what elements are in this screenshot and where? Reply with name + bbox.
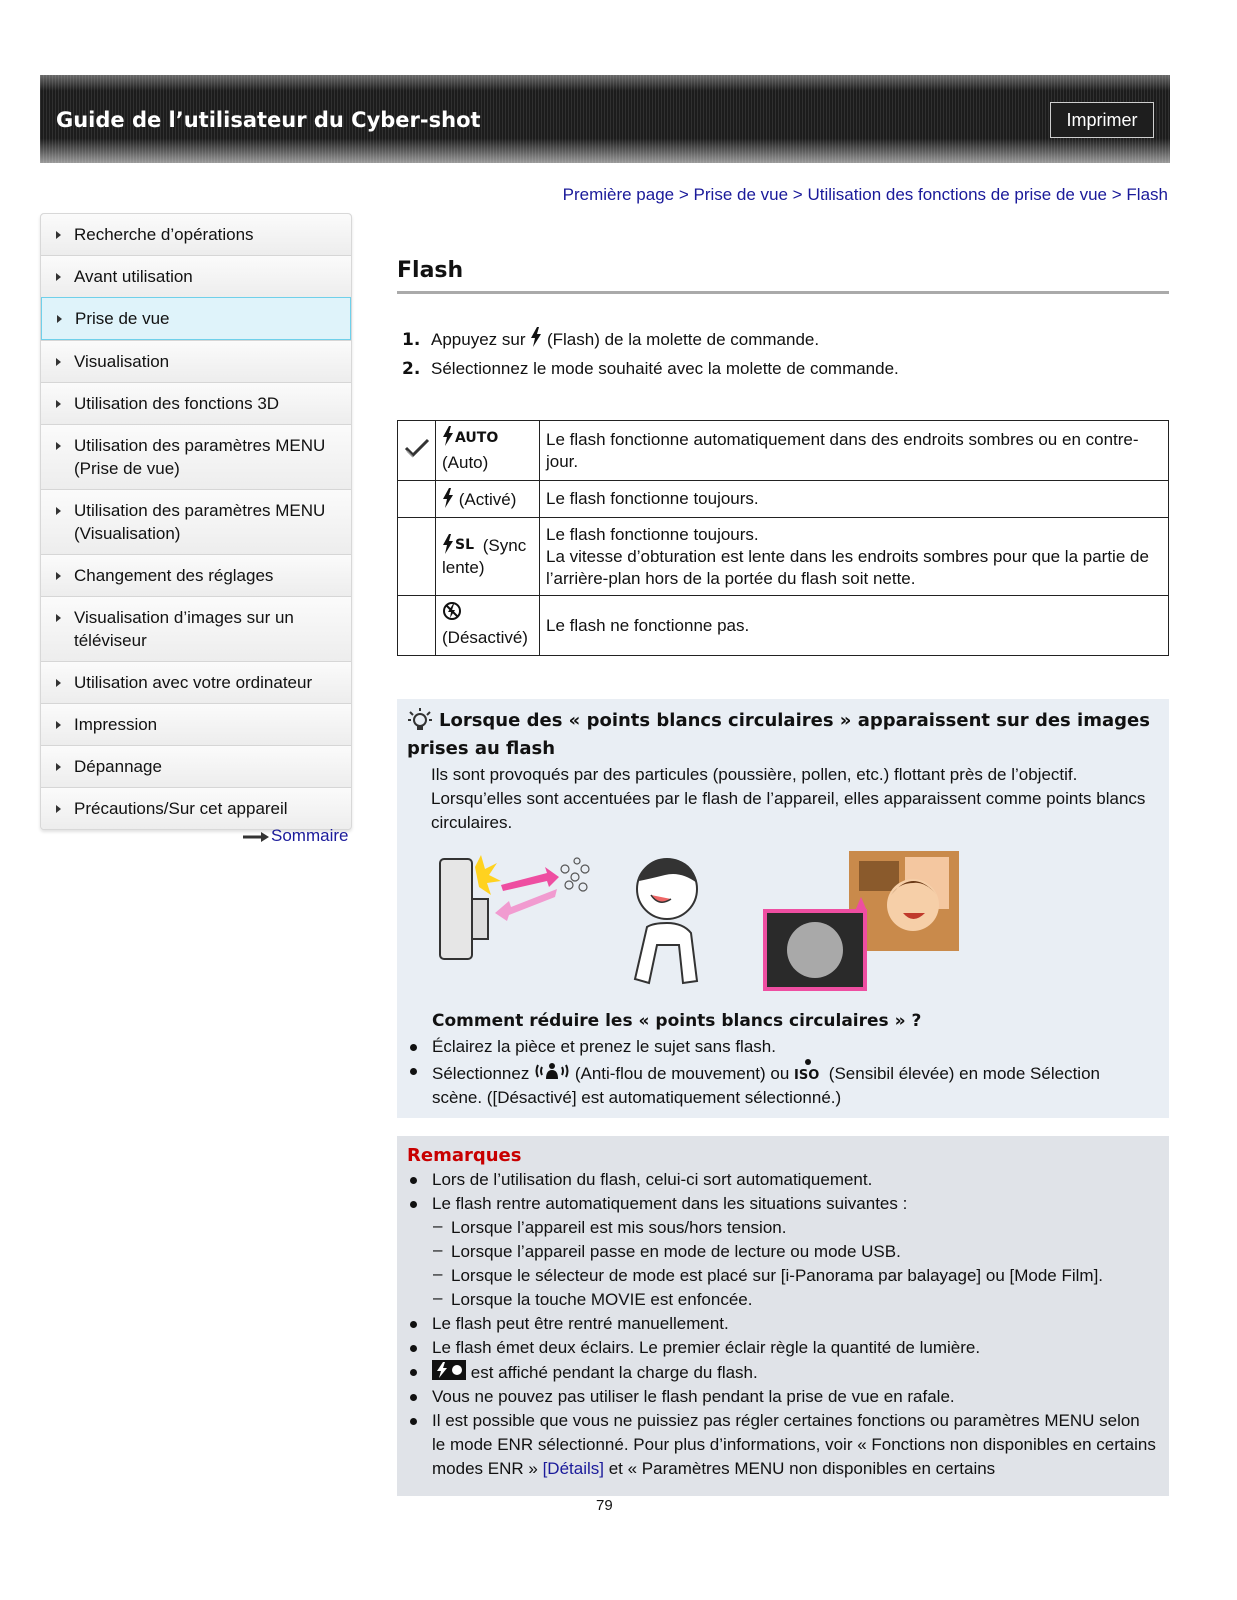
arrow-right-icon bbox=[56, 231, 61, 239]
remarks-list bbox=[407, 1168, 1157, 1481]
sidebar-item-fonctions-3d[interactable] bbox=[41, 382, 351, 424]
step-number: 2. bbox=[402, 359, 421, 379]
sidebar-item-label: Visualisation d’images sur un téléviseur bbox=[74, 608, 294, 650]
list-item: – Lorsque la touche MOVIE est enfoncée. bbox=[407, 1288, 1157, 1312]
flash-icon bbox=[530, 327, 542, 347]
list-item: Le flash émet deux éclairs. Le premier éclair règle la quantité de lumière. bbox=[407, 1336, 1157, 1360]
sidebar-item-label: Précautions/Sur cet appareil bbox=[74, 799, 288, 818]
mode-icon-cell bbox=[436, 481, 540, 518]
hint-box bbox=[397, 699, 1169, 1118]
arrow-right-icon bbox=[56, 721, 61, 729]
sidebar-item-label: Dépannage bbox=[74, 757, 162, 776]
checkmark-icon bbox=[404, 437, 430, 459]
hint-subtitle: Comment réduire les « points blancs circulaires » ? bbox=[432, 1011, 922, 1031]
sidebar-item-precautions[interactable] bbox=[41, 787, 351, 829]
arrow-right-icon bbox=[56, 273, 61, 281]
anti-motion-blur-icon bbox=[534, 1061, 570, 1081]
flash-slow-sync-icon bbox=[442, 534, 478, 554]
mode-icon-cell bbox=[436, 518, 540, 596]
breadcrumb bbox=[563, 185, 1168, 205]
hint-text: Ils sont provoqués par des particules (poussière, pollen, etc.) flottant près de l’objectif. Lorsqu’elles sont accentuées par le flash de l’appareil, elles apparaissent comme points blancs circulaires. bbox=[431, 765, 1146, 832]
arrow-right-icon bbox=[56, 614, 61, 622]
print-button[interactable]: Imprimer bbox=[1050, 102, 1154, 138]
mode-label: (Sync lente) bbox=[442, 536, 527, 577]
list-item bbox=[407, 1059, 1147, 1110]
check-cell bbox=[398, 421, 436, 481]
mode-description-line: Le flash fonctionne toujours. bbox=[546, 524, 759, 544]
flash-charging-icon bbox=[432, 1360, 466, 1380]
mode-label: (Auto) bbox=[442, 453, 489, 472]
sidebar-item-recherche[interactable] bbox=[41, 214, 351, 255]
arrow-right-icon bbox=[56, 679, 61, 687]
mode-label: (Activé) bbox=[458, 489, 517, 509]
breadcrumb-home-link[interactable]: Première page bbox=[562, 185, 675, 204]
mode-label: (Désactivé) bbox=[442, 628, 528, 647]
list-item-text: est affiché pendant la charge du flash. bbox=[470, 1363, 758, 1382]
sidebar-item-menu-prise-de-vue[interactable] bbox=[41, 424, 351, 489]
breadcrumb-separator: > bbox=[678, 185, 689, 204]
hint-title-text: Lorsque des « points blancs circulaires » apparaissent sur des images prises au flash bbox=[407, 710, 1150, 759]
sidebar-item-avant-utilisation[interactable] bbox=[41, 255, 351, 297]
step-text: Sélectionnez le mode souhaité avec la molette de commande. bbox=[431, 359, 899, 378]
remarks-title: Remarques bbox=[407, 1145, 522, 1166]
sidebar-item-label: Utilisation des fonctions 3D bbox=[74, 394, 280, 413]
arrow-right-icon bbox=[56, 572, 61, 580]
breadcrumb-separator: > bbox=[1111, 185, 1122, 204]
sommaire-label: Sommaire bbox=[271, 826, 349, 845]
page-title: Flash bbox=[397, 258, 1169, 294]
step-number: 1. bbox=[402, 330, 421, 350]
sidebar-item-label: Utilisation des paramètres MENU (Prise de vue) bbox=[74, 436, 326, 478]
table-row bbox=[398, 596, 1169, 656]
mode-description: Le flash ne fonctionne pas. bbox=[540, 596, 1169, 656]
sidebar-item-label: Impression bbox=[74, 715, 158, 734]
arrow-right-icon bbox=[57, 315, 62, 323]
breadcrumb-separator: > bbox=[792, 185, 803, 204]
table-row bbox=[398, 481, 1169, 518]
check-cell bbox=[398, 481, 436, 518]
step-1 bbox=[402, 327, 1162, 357]
breadcrumb-current[interactable]: Flash bbox=[1126, 185, 1168, 204]
list-item-text: Sélectionnez bbox=[432, 1064, 530, 1083]
arrow-right-icon bbox=[56, 507, 61, 515]
list-item bbox=[407, 1409, 1157, 1481]
sidebar-item-ordinateur[interactable] bbox=[41, 661, 351, 703]
mode-description: Le flash fonctionne toujours. bbox=[540, 481, 1169, 518]
list-item: – Lorsque l’appareil passe en mode de lecture ou mode USB. bbox=[407, 1240, 1157, 1264]
list-item-text: (Sensibil élevée) en mode Sélection scène. ([Désactivé] est automatiquement sélectionné.) bbox=[432, 1064, 1100, 1107]
iso-icon-text: ISO bbox=[794, 1068, 820, 1083]
arrow-right-icon bbox=[56, 805, 61, 813]
arrow-right-icon bbox=[56, 442, 61, 450]
step-text: Appuyez sur bbox=[431, 330, 526, 349]
list-item: Le flash peut être rentré manuellement. bbox=[407, 1312, 1157, 1336]
list-item bbox=[407, 1360, 1157, 1385]
sidebar-item-label: Prise de vue bbox=[75, 309, 170, 328]
list-item-text: (Anti-flou de mouvement) ou bbox=[574, 1064, 790, 1083]
flash-auto-icon bbox=[442, 426, 499, 446]
mode-description: Le flash fonctionne automatiquement dans des endroits sombres ou en contre-jour. bbox=[540, 421, 1169, 481]
flash-modes-table bbox=[397, 420, 1169, 656]
sidebar-item-depannage[interactable] bbox=[41, 745, 351, 787]
hint-title bbox=[407, 707, 1159, 763]
flash-slow-sync-icon-text: SL bbox=[455, 537, 475, 553]
sidebar-item-reglages[interactable] bbox=[41, 554, 351, 596]
sidebar-item-label: Utilisation avec votre ordinateur bbox=[74, 673, 313, 692]
list-item: Éclairez la pièce et prenez le sujet sans flash. bbox=[407, 1035, 1147, 1059]
hint-list bbox=[407, 1035, 1147, 1110]
check-cell bbox=[398, 518, 436, 596]
sidebar-item-label: Recherche d’opérations bbox=[74, 225, 254, 244]
mode-description bbox=[540, 518, 1169, 596]
list-item: – Lorsque le sélecteur de mode est placé sur [i-Panorama par balayage] ou [Mode Film]. bbox=[407, 1264, 1157, 1288]
list-item: Le flash rentre automatiquement dans les situations suivantes : bbox=[407, 1192, 1157, 1216]
table-row bbox=[398, 518, 1169, 596]
arrow-right-icon bbox=[56, 358, 61, 366]
step-text: (Flash) de la molette de commande. bbox=[546, 330, 820, 349]
guide-title: Guide de l’utilisateur du Cyber-shot bbox=[56, 108, 481, 132]
table-row bbox=[398, 421, 1169, 481]
step-2 bbox=[402, 357, 1162, 387]
flash-auto-icon-text: AUTO bbox=[455, 430, 499, 446]
breadcrumb-functions-link[interactable]: Utilisation des fonctions de prise de vue bbox=[807, 185, 1108, 204]
flash-on-icon bbox=[442, 488, 454, 508]
sidebar-item-visualisation[interactable] bbox=[41, 340, 351, 382]
sommaire-link[interactable] bbox=[243, 826, 348, 846]
list-item: Lors de l’utilisation du flash, celui-ci sort automatiquement. bbox=[407, 1168, 1157, 1192]
sidebar-item-menu-visualisation[interactable] bbox=[41, 489, 351, 554]
arrow-right-icon bbox=[56, 763, 61, 771]
sidebar-nav bbox=[40, 213, 352, 830]
list-item-text: et « Paramètres MENU non disponibles en certains bbox=[608, 1459, 996, 1478]
arrow-right-icon bbox=[56, 400, 61, 408]
sidebar-item-impression[interactable] bbox=[41, 703, 351, 745]
sidebar-item-prise-de-vue[interactable] bbox=[41, 297, 351, 340]
arrow-right-icon bbox=[243, 832, 269, 842]
steps-list bbox=[402, 327, 1162, 387]
flash-off-icon bbox=[442, 601, 462, 621]
page-header bbox=[40, 75, 1170, 163]
sidebar-item-label: Visualisation bbox=[74, 352, 170, 371]
list-item-text: Il est possible que vous ne puissiez pas régler certaines fonctions ou paramètres MENU selon le mode ENR sélectionné. Pour plus d’informations, voir « Fonctions non disponibles en certains modes ENR » bbox=[432, 1411, 1156, 1478]
high-sensitivity-iso-icon bbox=[794, 1059, 824, 1081]
mode-description-line: La vitesse d’obturation est lente dans les endroits sombres pour que la partie de l’arrière-plan hors de la portée du flash soit nette. bbox=[546, 546, 1149, 588]
mode-icon-cell bbox=[436, 421, 540, 481]
list-item: – Lorsque l’appareil est mis sous/hors tension. bbox=[407, 1216, 1157, 1240]
sidebar-item-label: Utilisation des paramètres MENU (Visualisation) bbox=[74, 501, 326, 543]
mode-icon-cell bbox=[436, 596, 540, 656]
sidebar-item-label: Changement des réglages bbox=[74, 566, 274, 585]
list-item: Vous ne pouvez pas utiliser le flash pendant la prise de vue en rafale. bbox=[407, 1385, 1157, 1409]
details-link[interactable]: [Détails] bbox=[542, 1459, 604, 1478]
remarks-box bbox=[397, 1136, 1169, 1496]
breadcrumb-shooting-link[interactable]: Prise de vue bbox=[693, 185, 789, 204]
circular-white-spots-illustration bbox=[435, 849, 975, 994]
check-cell bbox=[398, 596, 436, 656]
sidebar-item-televiseur[interactable] bbox=[41, 596, 351, 661]
lightbulb-icon bbox=[407, 707, 433, 731]
sidebar-item-label: Avant utilisation bbox=[74, 267, 193, 286]
page-number: 79 bbox=[596, 1497, 613, 1514]
